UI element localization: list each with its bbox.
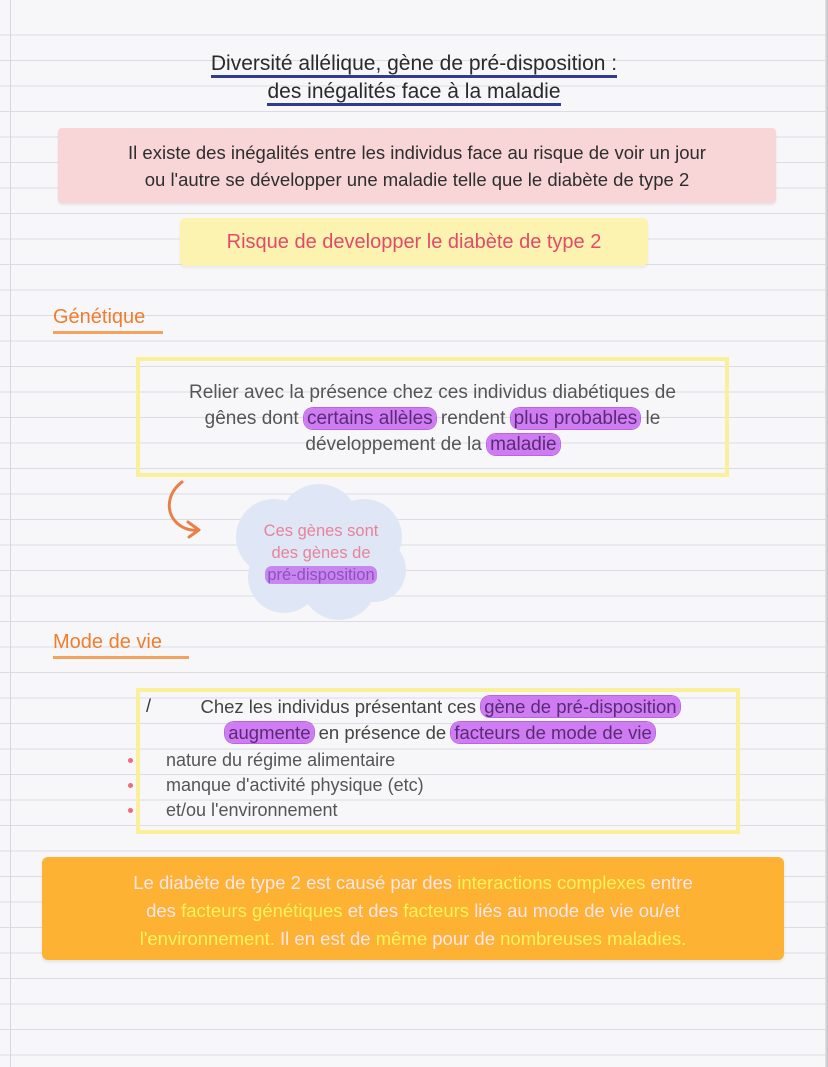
heading-mode-de-vie: Mode de vie <box>53 631 189 659</box>
conclusion-box: Le diabète de type 2 est causé par des interactions complexes entre des facteurs génétiques et des facteurs liés au mode de vie ou/et l'environnement. Il en est de même pour de nombreuses maladies. <box>42 857 784 960</box>
heading-genetique: Génétique <box>53 306 163 334</box>
highlight-plus-probables: plus probables <box>511 408 641 429</box>
highlight-certains-alleles: certains allèles <box>304 408 436 429</box>
intro-line2: ou l'autre se développer une maladie telle que le diabète de type 2 <box>144 168 690 190</box>
margin-line <box>10 0 11 1067</box>
intro-line1: Il existe des inégalités entre les individus face au risque de voir un jour <box>128 141 706 163</box>
page-title-line2: des inégalités face à la maladie <box>0 78 828 106</box>
curved-arrow-icon <box>158 478 204 540</box>
factors-list <box>128 748 424 823</box>
genetique-paragraph: Relier avec la présence chez ces individus diabétiques de gênes dont certains allèles rendent plus probables le développement de la maladie <box>189 382 676 455</box>
highlight-gene-pre-disposition: gène de pré-disposition <box>481 696 679 717</box>
cloud-note: Ces gènes sont des gènes de pré-disposition <box>263 522 379 584</box>
intro-box <box>58 128 776 203</box>
bullet-icon <box>128 808 133 813</box>
highlight-facteurs-mode-de-vie: facteurs de mode de vie <box>451 722 654 743</box>
highlight-maladie: maladie <box>487 434 560 455</box>
highlight-augmente: augmente <box>225 722 313 743</box>
list-item: et/ou l'environnement <box>128 798 424 823</box>
list-item: manque d'activité physique (etc) <box>128 773 424 798</box>
bullet-icon <box>128 758 133 763</box>
list-item: nature du régime alimentaire <box>128 748 424 773</box>
mode-de-vie-paragraph: Chez les individus présentant ces gène de pré-disposition augmente en présence de facteurs de mode de vie <box>155 694 725 746</box>
page-title-line1: Diversité allélique, gène de pré-disposition : <box>0 50 828 78</box>
slash-mark: / <box>146 696 152 716</box>
highlight-pre-disposition: pré-disposition <box>267 566 375 584</box>
bullet-icon <box>128 783 133 788</box>
risk-box: Risque de developper le diabète de type 2 <box>180 218 648 266</box>
